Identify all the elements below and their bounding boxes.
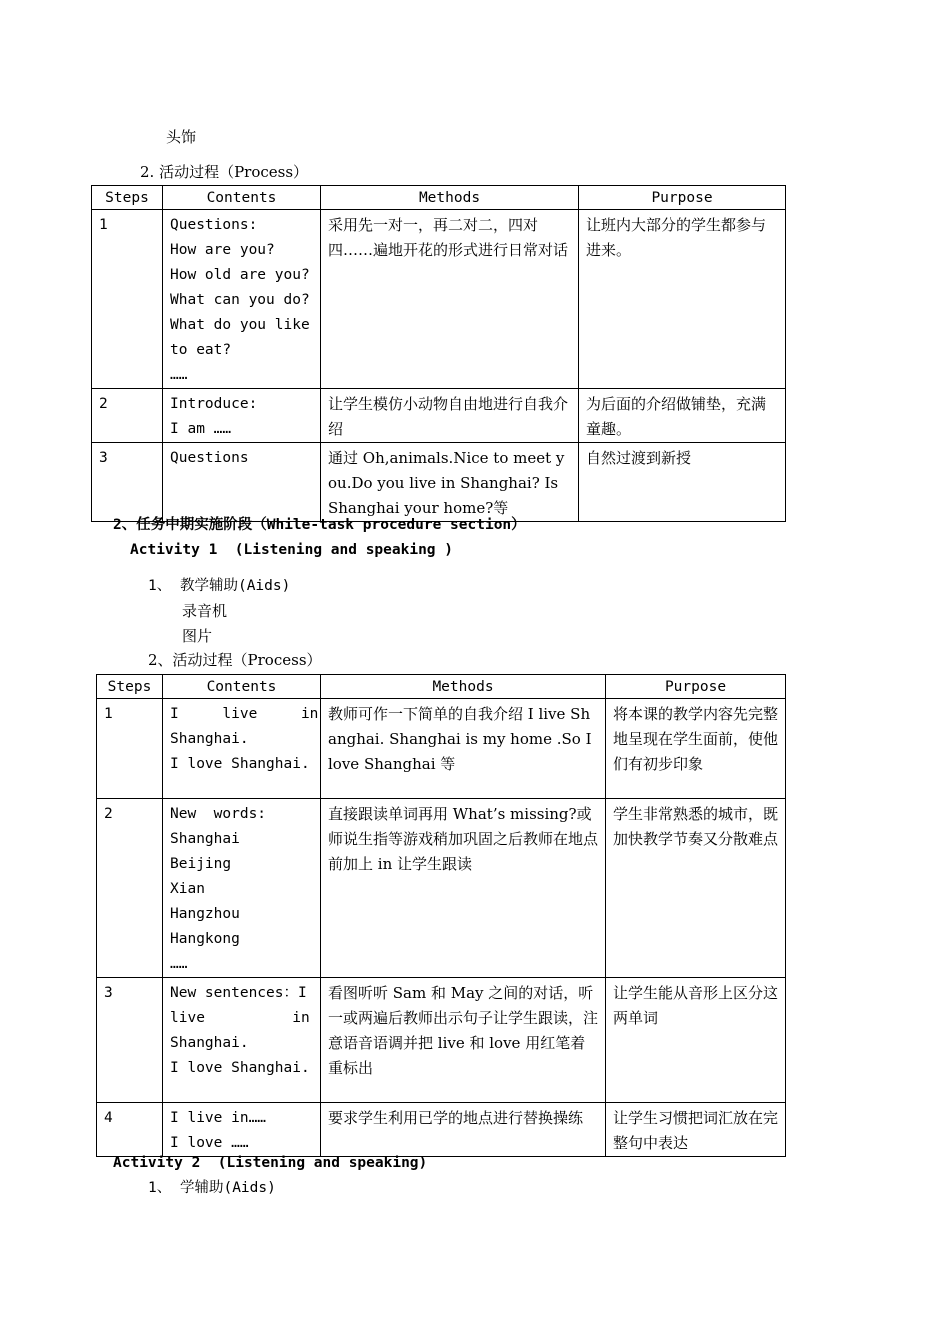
contents-line: I live in…… bbox=[170, 1110, 267, 1126]
header-purpose: Purpose bbox=[606, 675, 786, 699]
contents-cell bbox=[163, 389, 321, 443]
contents-line: …… bbox=[170, 367, 188, 383]
table-row bbox=[97, 799, 786, 978]
contents-line: I love …… bbox=[170, 1135, 249, 1151]
aids-item: 图片 bbox=[182, 627, 213, 645]
purpose-cell: 让班内大部分的学生都参与进来。 bbox=[579, 210, 786, 389]
top-line: 头饰 bbox=[166, 128, 197, 146]
contents-line: Questions: bbox=[170, 217, 258, 233]
contents-line: Hangkong bbox=[170, 931, 240, 947]
table-header-row bbox=[92, 186, 786, 210]
activity1-heading: Activity 1 (Listening and speaking ) bbox=[130, 542, 454, 558]
table-row bbox=[92, 210, 786, 389]
contents-cell bbox=[163, 699, 321, 799]
contents-line: How old are you? bbox=[170, 267, 310, 283]
header-steps: Steps bbox=[97, 675, 163, 699]
contents-line: live in bbox=[170, 1010, 310, 1026]
contents-line: I love Shanghai. bbox=[170, 756, 310, 772]
methods-cell: 采用先一对一，再二对二，四对四……遍地开花的形式进行日常对话 bbox=[321, 210, 579, 389]
methods-cell: 通过 Oh,animals.Nice to meet you.Do you live in Shanghai? Is Shanghai your home?等 bbox=[321, 443, 579, 522]
process-heading-2: 2、活动过程（Process） bbox=[148, 651, 322, 669]
step-cell: 2 bbox=[92, 389, 163, 443]
methods-cell: 要求学生利用已学的地点进行替换操练 bbox=[321, 1103, 606, 1157]
purpose-cell: 让学生能从音形上区分这两单词 bbox=[606, 978, 786, 1103]
purpose-cell: 学生非常熟悉的城市，既加快教学节奏又分散难点 bbox=[606, 799, 786, 978]
activity2-heading: Activity 2 (Listening and speaking) bbox=[113, 1155, 428, 1171]
contents-line: I live in bbox=[170, 706, 319, 722]
contents-line: I am …… bbox=[170, 421, 232, 437]
step-cell: 4 bbox=[97, 1103, 163, 1157]
contents-line: to eat? bbox=[170, 342, 232, 358]
purpose-cell: 让学生习惯把词汇放在完整句中表达 bbox=[606, 1103, 786, 1157]
contents-line: Xian bbox=[170, 881, 205, 897]
header-methods: Methods bbox=[321, 186, 579, 210]
step-cell: 3 bbox=[97, 978, 163, 1103]
purpose-cell: 为后面的介绍做铺垫，充满童趣。 bbox=[579, 389, 786, 443]
step-cell: 3 bbox=[92, 443, 163, 522]
table-header-row bbox=[97, 675, 786, 699]
header-contents: Contents bbox=[163, 675, 321, 699]
contents-line: New sentences：I bbox=[170, 985, 307, 1001]
aids-heading-2: 1、 学辅助(Aids) bbox=[148, 1180, 276, 1196]
methods-cell: 看图听听 Sam 和 May 之间的对话，听一或两遍后教师出示句子让学生跟读，注意语音语调并把 live 和 love 用红笔着重标出 bbox=[321, 978, 606, 1103]
process-table-2 bbox=[96, 674, 786, 1157]
contents-line: How are you? bbox=[170, 242, 275, 258]
while-task-heading: 2、任务中期实施阶段（While-task procedure section） bbox=[113, 517, 526, 533]
header-steps: Steps bbox=[92, 186, 163, 210]
table-row bbox=[97, 699, 786, 799]
contents-line: …… bbox=[170, 956, 188, 972]
aids-heading-1: 1、 教学辅助(Aids) bbox=[148, 578, 291, 594]
contents-line: Shanghai. bbox=[170, 1035, 249, 1051]
contents-line: Introduce: bbox=[170, 396, 258, 412]
contents-line: Shanghai bbox=[170, 831, 240, 847]
step-cell: 1 bbox=[97, 699, 163, 799]
table-row bbox=[97, 1103, 786, 1157]
contents-cell bbox=[163, 210, 321, 389]
contents-cell bbox=[163, 1103, 321, 1157]
purpose-cell: 自然过渡到新授 bbox=[579, 443, 786, 522]
methods-cell: 让学生模仿小动物自由地进行自我介绍 bbox=[321, 389, 579, 443]
contents-cell bbox=[163, 799, 321, 978]
contents-line: Shanghai. bbox=[170, 731, 249, 747]
table-row bbox=[92, 389, 786, 443]
step-cell: 2 bbox=[97, 799, 163, 978]
methods-cell: 教师可作一下简单的自我介绍 I live Shanghai. Shanghai is my home .So I love Shanghai 等 bbox=[321, 699, 606, 799]
purpose-cell: 将本课的教学内容先完整地呈现在学生面前，使他们有初步印象 bbox=[606, 699, 786, 799]
contents-cell bbox=[163, 978, 321, 1103]
header-methods: Methods bbox=[321, 675, 606, 699]
table-row bbox=[92, 443, 786, 522]
step-cell: 1 bbox=[92, 210, 163, 389]
contents-line: Beijing bbox=[170, 856, 232, 872]
contents-line: New words: bbox=[170, 806, 267, 822]
methods-cell: 直接跟读单词再用 What’s missing?或师说生指等游戏稍加巩固之后教师在地点前加上 in 让学生跟读 bbox=[321, 799, 606, 978]
contents-line: What can you do? bbox=[170, 292, 310, 308]
contents-line: Hangzhou bbox=[170, 906, 240, 922]
header-purpose: Purpose bbox=[579, 186, 786, 210]
contents-cell bbox=[163, 443, 321, 522]
contents-line: Questions bbox=[170, 450, 249, 466]
contents-line: I love Shanghai. bbox=[170, 1060, 310, 1076]
contents-line: What do you like bbox=[170, 317, 310, 333]
aids-item: 录音机 bbox=[182, 602, 228, 620]
process-table-1 bbox=[91, 185, 786, 522]
header-contents: Contents bbox=[163, 186, 321, 210]
table-row bbox=[97, 978, 786, 1103]
process-heading-1: 2. 活动过程（Process） bbox=[140, 163, 309, 181]
